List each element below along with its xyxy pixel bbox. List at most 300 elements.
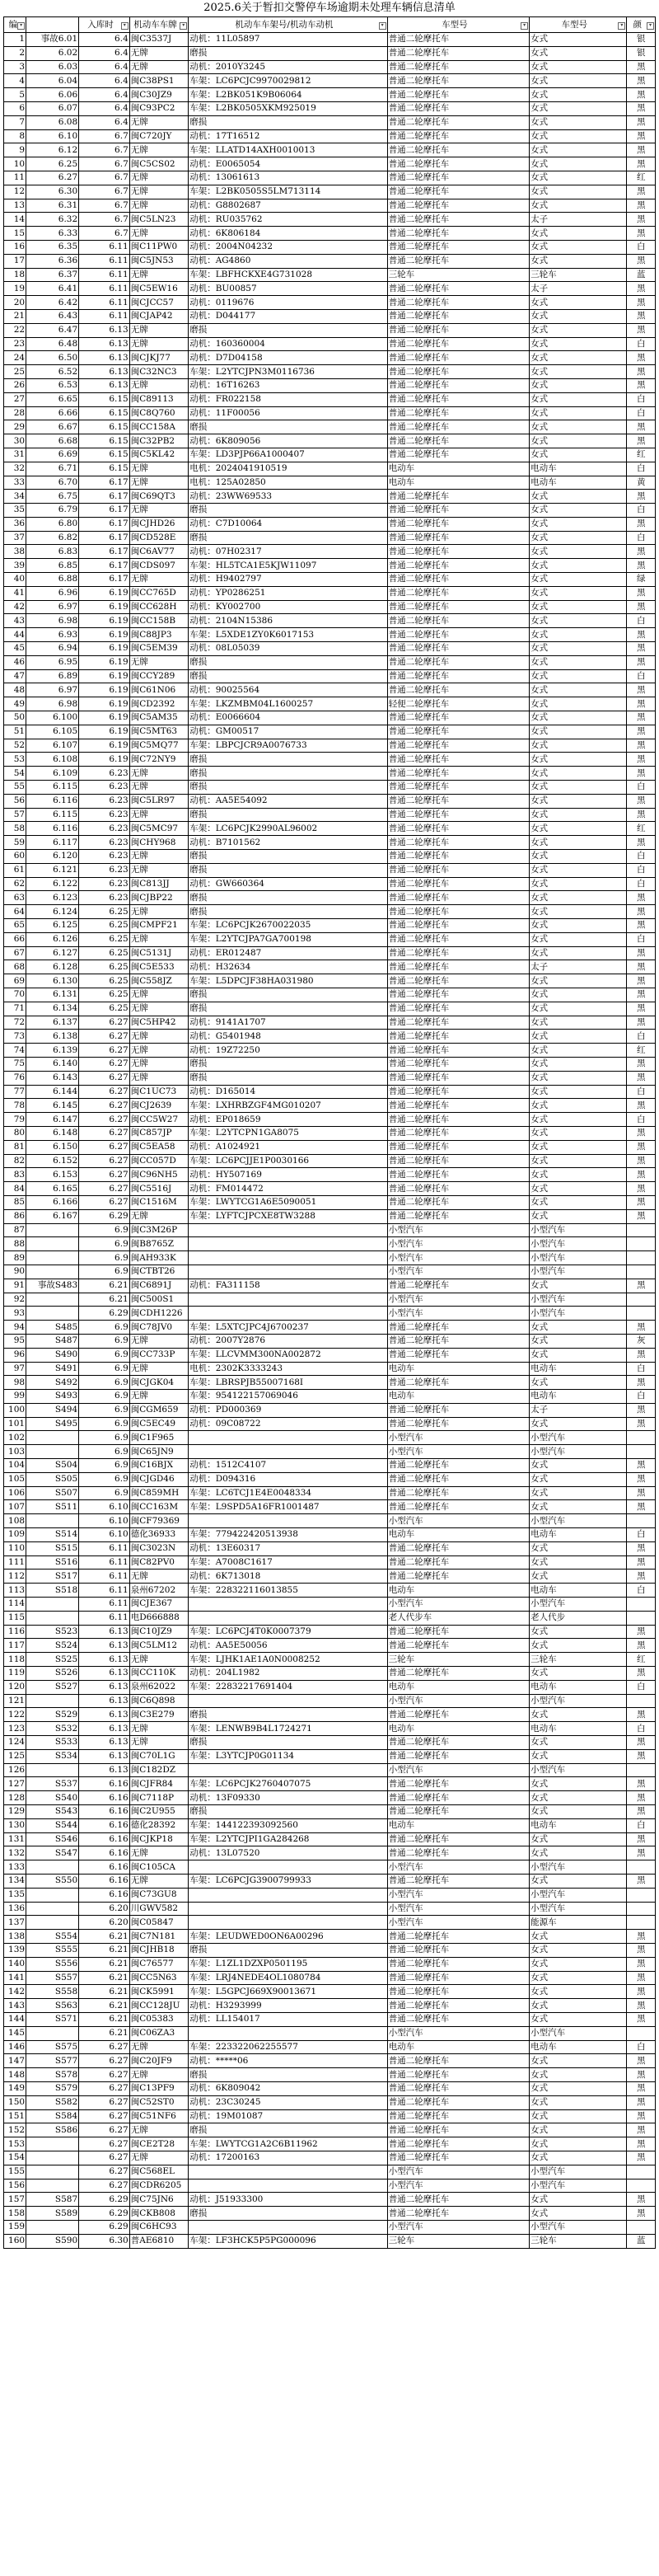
cell-vehicle-model[interactable]: 小型汽车 (530, 1293, 627, 1307)
cell-frame-engine[interactable] (189, 1265, 387, 1279)
cell-index[interactable]: 82 (4, 1154, 26, 1168)
cell-vehicle-type[interactable]: 普通二轮摩托车 (387, 1403, 529, 1417)
cell-frame-engine[interactable]: 动机：A1024921 (189, 1140, 387, 1154)
cell-vehicle-model[interactable]: 女式 (530, 573, 627, 587)
cell-case-number[interactable]: 6.120 (26, 850, 79, 864)
cell-vehicle-model[interactable]: 小型汽车 (530, 1265, 627, 1279)
cell-plate[interactable]: 无牌 (129, 185, 188, 199)
cell-vehicle-model[interactable]: 女式 (530, 1044, 627, 1058)
cell-plate[interactable]: 闽C568EL (129, 2165, 188, 2179)
cell-frame-engine[interactable]: 磨损 (189, 2123, 387, 2137)
cell-plate[interactable]: 闽C82PV0 (129, 1555, 188, 1570)
cell-color[interactable] (627, 1860, 656, 1875)
cell-frame-engine[interactable]: 车架：LBFHCKXE4G731028 (189, 268, 387, 282)
cell-color[interactable]: 白 (627, 462, 656, 476)
cell-frame-engine[interactable]: 动机：FA311158 (189, 1279, 387, 1293)
cell-case-number[interactable]: 6.117 (26, 836, 79, 850)
cell-color[interactable]: 黑 (627, 1999, 656, 2013)
cell-vehicle-type[interactable]: 普通二轮摩托车 (387, 240, 529, 254)
cell-frame-engine[interactable] (189, 1237, 387, 1251)
cell-vehicle-model[interactable]: 女式 (530, 171, 627, 185)
cell-vehicle-model[interactable]: 老人代步 (530, 1611, 627, 1625)
cell-vehicle-type[interactable]: 普通二轮摩托车 (387, 420, 529, 434)
cell-frame-engine[interactable]: 车架：LC6PCJK2670022035 (189, 919, 387, 933)
cell-color[interactable] (627, 1307, 656, 1321)
cell-vehicle-model[interactable]: 女式 (530, 434, 627, 448)
cell-case-number[interactable]: S557 (26, 1971, 79, 1985)
cell-frame-engine[interactable]: 动机：H32634 (189, 960, 387, 974)
cell-storage-time[interactable]: 6.10 (79, 1528, 130, 1542)
cell-plate[interactable]: 闽C6HC93 (129, 2220, 188, 2234)
cell-vehicle-model[interactable]: 电动车 (530, 462, 627, 476)
cell-frame-engine[interactable]: 动机：08L05039 (189, 642, 387, 656)
cell-storage-time[interactable]: 6.25 (79, 1002, 130, 1016)
cell-vehicle-model[interactable]: 女式 (530, 655, 627, 669)
cell-color[interactable]: 白 (627, 614, 656, 628)
cell-color[interactable]: 黑 (627, 434, 656, 448)
cell-frame-engine[interactable]: 车架：L2BK0505XKM925019 (189, 101, 387, 115)
cell-case-number[interactable]: 6.80 (26, 517, 79, 531)
cell-color[interactable]: 红 (627, 448, 656, 462)
cell-color[interactable]: 黑 (627, 1182, 656, 1196)
cell-vehicle-model[interactable]: 女式 (530, 1016, 627, 1030)
cell-vehicle-model[interactable]: 女式 (530, 1874, 627, 1888)
cell-plate[interactable]: 德化36933 (129, 1528, 188, 1542)
cell-index[interactable]: 28 (4, 406, 26, 420)
cell-plate[interactable]: 闽C89113 (129, 392, 188, 406)
cell-index[interactable]: 24 (4, 351, 26, 365)
cell-plate[interactable]: 闽C06ZA3 (129, 2026, 188, 2040)
cell-vehicle-type[interactable]: 普通二轮摩托车 (387, 1667, 529, 1681)
cell-index[interactable]: 133 (4, 1860, 26, 1875)
cell-frame-engine[interactable]: 车架：LWYTCG1A2C6B11962 (189, 2137, 387, 2151)
cell-index[interactable]: 97 (4, 1362, 26, 1376)
cell-index[interactable]: 65 (4, 919, 26, 933)
cell-vehicle-type[interactable]: 普通二轮摩托车 (387, 309, 529, 323)
cell-storage-time[interactable]: 6.27 (79, 2179, 130, 2193)
cell-case-number[interactable]: 6.79 (26, 504, 79, 518)
cell-storage-time[interactable]: 6.27 (79, 2040, 130, 2054)
cell-case-number[interactable] (26, 1293, 79, 1307)
cell-vehicle-model[interactable]: 女式 (530, 822, 627, 836)
cell-vehicle-type[interactable]: 普通二轮摩托车 (387, 199, 529, 213)
cell-vehicle-model[interactable]: 小型汽车 (530, 1445, 627, 1459)
cell-storage-time[interactable]: 6.4 (79, 60, 130, 74)
cell-vehicle-type[interactable]: 普通二轮摩托车 (387, 988, 529, 1002)
cell-case-number[interactable] (26, 2137, 79, 2151)
cell-case-number[interactable]: 6.66 (26, 406, 79, 420)
cell-storage-time[interactable]: 6.29 (79, 2193, 130, 2207)
cell-color[interactable]: 红 (627, 1044, 656, 1058)
cell-vehicle-model[interactable]: 小型汽车 (530, 1431, 627, 1445)
cell-color[interactable]: 黑 (627, 101, 656, 115)
cell-storage-time[interactable]: 6.27 (79, 1113, 130, 1127)
cell-color[interactable]: 黑 (627, 143, 656, 157)
cell-frame-engine[interactable] (189, 1223, 387, 1237)
cell-vehicle-type[interactable]: 普通二轮摩托车 (387, 545, 529, 559)
cell-frame-engine[interactable]: 磨损 (189, 115, 387, 129)
cell-case-number[interactable]: S517 (26, 1570, 79, 1584)
cell-vehicle-type[interactable]: 普通二轮摩托车 (387, 1376, 529, 1390)
cell-vehicle-type[interactable]: 普通二轮摩托车 (387, 919, 529, 933)
cell-storage-time[interactable]: 6.13 (79, 1763, 130, 1777)
cell-color[interactable]: 黑 (627, 254, 656, 268)
cell-case-number[interactable]: 6.95 (26, 655, 79, 669)
cell-case-number[interactable]: S544 (26, 1818, 79, 1832)
cell-case-number[interactable]: S490 (26, 1348, 79, 1362)
cell-plate[interactable]: 闽C182DZ (129, 1763, 188, 1777)
cell-vehicle-type[interactable]: 电动车 (387, 1818, 529, 1832)
cell-vehicle-type[interactable]: 普通二轮摩托车 (387, 1085, 529, 1099)
cell-plate[interactable]: 无牌 (129, 767, 188, 781)
cell-case-number[interactable]: S556 (26, 1957, 79, 1971)
cell-storage-time[interactable]: 6.13 (79, 378, 130, 392)
cell-index[interactable]: 27 (4, 392, 26, 406)
cell-plate[interactable]: 无牌 (129, 932, 188, 946)
cell-case-number[interactable] (26, 1611, 79, 1625)
cell-case-number[interactable]: S505 (26, 1472, 79, 1486)
cell-index[interactable]: 22 (4, 323, 26, 337)
cell-vehicle-model[interactable]: 女式 (530, 1832, 627, 1846)
cell-frame-engine[interactable]: 磨损 (189, 808, 387, 822)
cell-vehicle-type[interactable]: 普通二轮摩托车 (387, 725, 529, 739)
header-storage-time[interactable]: 入库时 ▾ (79, 17, 130, 33)
cell-frame-engine[interactable]: 磨损 (189, 46, 387, 60)
cell-vehicle-type[interactable]: 普通二轮摩托车 (387, 351, 529, 365)
cell-vehicle-model[interactable]: 女式 (530, 628, 627, 642)
cell-storage-time[interactable]: 6.27 (79, 1044, 130, 1058)
cell-vehicle-model[interactable]: 女式 (530, 337, 627, 351)
cell-vehicle-type[interactable]: 普通二轮摩托车 (387, 669, 529, 683)
cell-case-number[interactable] (26, 2179, 79, 2193)
cell-vehicle-model[interactable]: 女式 (530, 1625, 627, 1639)
cell-storage-time[interactable]: 6.4 (79, 46, 130, 60)
cell-case-number[interactable]: 6.88 (26, 573, 79, 587)
cell-color[interactable]: 黑 (627, 1376, 656, 1390)
cell-frame-engine[interactable]: 磨损 (189, 988, 387, 1002)
cell-storage-time[interactable]: 6.4 (79, 33, 130, 47)
cell-storage-time[interactable]: 6.15 (79, 420, 130, 434)
cell-vehicle-type[interactable]: 普通二轮摩托车 (387, 282, 529, 296)
cell-vehicle-type[interactable]: 普通二轮摩托车 (387, 1002, 529, 1016)
cell-color[interactable]: 黑 (627, 1805, 656, 1819)
cell-plate[interactable]: 闽CDH1226 (129, 1307, 188, 1321)
cell-plate[interactable]: 无牌 (129, 1390, 188, 1404)
cell-vehicle-model[interactable]: 女式 (530, 448, 627, 462)
cell-vehicle-type[interactable]: 普通二轮摩托车 (387, 2109, 529, 2123)
cell-color[interactable]: 黑 (627, 946, 656, 960)
cell-color[interactable]: 白 (627, 781, 656, 795)
cell-plate[interactable]: 闽C3537J (129, 33, 188, 47)
cell-vehicle-model[interactable]: 女式 (530, 600, 627, 614)
cell-storage-time[interactable]: 6.23 (79, 781, 130, 795)
cell-case-number[interactable]: S518 (26, 1584, 79, 1598)
cell-color[interactable]: 白 (627, 1584, 656, 1598)
cell-vehicle-type[interactable]: 老人代步车 (387, 1611, 529, 1625)
cell-vehicle-model[interactable]: 小型汽车 (530, 1223, 627, 1237)
cell-index[interactable]: 55 (4, 781, 26, 795)
cell-vehicle-model[interactable]: 女式 (530, 1541, 627, 1555)
cell-case-number[interactable]: S554 (26, 1930, 79, 1944)
header-plate[interactable]: 机动车车牌 ▾ (129, 17, 188, 33)
cell-case-number[interactable]: S563 (26, 1999, 79, 2013)
cell-storage-time[interactable]: 6.9 (79, 1237, 130, 1251)
cell-case-number[interactable]: 6.43 (26, 309, 79, 323)
cell-index[interactable]: 83 (4, 1168, 26, 1182)
cell-vehicle-model[interactable]: 女式 (530, 2207, 627, 2221)
cell-index[interactable]: 21 (4, 309, 26, 323)
cell-frame-engine[interactable]: 车架：L2YTCJPA7GA700198 (189, 932, 387, 946)
cell-vehicle-model[interactable]: 女式 (530, 2151, 627, 2165)
cell-vehicle-type[interactable]: 普通二轮摩托车 (387, 2095, 529, 2109)
cell-plate[interactable]: 无牌 (129, 655, 188, 669)
cell-plate[interactable]: 闽C6891J (129, 1279, 188, 1293)
cell-vehicle-type[interactable]: 轻便二轮摩托车 (387, 697, 529, 711)
cell-vehicle-model[interactable]: 女式 (530, 1791, 627, 1805)
cell-case-number[interactable]: S589 (26, 2207, 79, 2221)
cell-storage-time[interactable]: 6.9 (79, 1251, 130, 1265)
cell-plate[interactable]: 闽C5LN23 (129, 213, 188, 227)
cell-storage-time[interactable]: 6.13 (79, 1653, 130, 1667)
cell-index[interactable]: 137 (4, 1916, 26, 1930)
cell-vehicle-model[interactable]: 三轮车 (530, 2234, 627, 2248)
cell-color[interactable]: 黑 (627, 420, 656, 434)
cell-case-number[interactable]: 6.145 (26, 1099, 79, 1113)
cell-index[interactable]: 148 (4, 2068, 26, 2082)
cell-color[interactable] (627, 1293, 656, 1307)
cell-color[interactable]: 黑 (627, 227, 656, 241)
cell-frame-engine[interactable]: 动机：160360004 (189, 337, 387, 351)
cell-index[interactable]: 153 (4, 2137, 26, 2151)
cell-plate[interactable]: 闽C6Q898 (129, 1694, 188, 1708)
cell-color[interactable]: 黑 (627, 836, 656, 850)
cell-vehicle-model[interactable]: 女式 (530, 392, 627, 406)
cell-index[interactable]: 64 (4, 905, 26, 919)
cell-color[interactable]: 黑 (627, 1099, 656, 1113)
cell-index[interactable]: 51 (4, 725, 26, 739)
cell-vehicle-type[interactable]: 普通二轮摩托车 (387, 1708, 529, 1722)
cell-case-number[interactable] (26, 1265, 79, 1279)
cell-plate[interactable]: 无牌 (129, 323, 188, 337)
cell-index[interactable]: 89 (4, 1251, 26, 1265)
cell-storage-time[interactable]: 6.11 (79, 1611, 130, 1625)
cell-plate[interactable]: 闽C2U955 (129, 1805, 188, 1819)
cell-vehicle-model[interactable]: 女式 (530, 836, 627, 850)
cell-index[interactable]: 160 (4, 2234, 26, 2248)
cell-color[interactable]: 白 (627, 504, 656, 518)
cell-index[interactable]: 94 (4, 1321, 26, 1335)
cell-case-number[interactable] (26, 1223, 79, 1237)
cell-case-number[interactable]: S487 (26, 1334, 79, 1348)
cell-frame-engine[interactable] (189, 1307, 387, 1321)
cell-color[interactable]: 红 (627, 171, 656, 185)
cell-case-number[interactable]: S495 (26, 1417, 79, 1431)
cell-storage-time[interactable]: 6.27 (79, 1030, 130, 1044)
cell-index[interactable]: 4 (4, 74, 26, 88)
cell-color[interactable]: 白 (627, 240, 656, 254)
cell-frame-engine[interactable]: 磨损 (189, 891, 387, 905)
cell-storage-time[interactable]: 6.7 (79, 185, 130, 199)
cell-plate[interactable]: 闽C5131J (129, 946, 188, 960)
cell-color[interactable]: 黑 (627, 1140, 656, 1154)
cell-vehicle-model[interactable]: 电动车 (530, 1528, 627, 1542)
cell-index[interactable]: 52 (4, 739, 26, 753)
cell-vehicle-model[interactable]: 女式 (530, 1085, 627, 1099)
cell-frame-engine[interactable]: 动机：FM014472 (189, 1182, 387, 1196)
header-vehicle-type[interactable]: 车型号 ▾ (387, 17, 529, 33)
cell-case-number[interactable]: S537 (26, 1777, 79, 1791)
cell-plate[interactable]: 无牌 (129, 1846, 188, 1860)
cell-vehicle-type[interactable]: 普通二轮摩托车 (387, 628, 529, 642)
cell-case-number[interactable] (26, 1445, 79, 1459)
cell-index[interactable]: 146 (4, 2040, 26, 2054)
cell-color[interactable]: 白 (627, 1722, 656, 1736)
cell-plate[interactable]: 无牌 (129, 1030, 188, 1044)
cell-frame-engine[interactable]: 车架：L5XTCJPC4J6700237 (189, 1321, 387, 1335)
cell-frame-engine[interactable]: 车架：LKZMBM04L1600257 (189, 697, 387, 711)
cell-index[interactable]: 75 (4, 1057, 26, 1071)
cell-vehicle-model[interactable]: 女式 (530, 794, 627, 808)
cell-vehicle-model[interactable]: 女式 (530, 905, 627, 919)
cell-storage-time[interactable]: 6.13 (79, 1749, 130, 1763)
cell-index[interactable]: 144 (4, 2012, 26, 2026)
cell-color[interactable]: 黑 (627, 1459, 656, 1473)
cell-frame-engine[interactable]: 动机：GM00517 (189, 725, 387, 739)
cell-plate[interactable]: 无牌 (129, 476, 188, 490)
cell-vehicle-model[interactable]: 女式 (530, 614, 627, 628)
cell-case-number[interactable]: S507 (26, 1486, 79, 1500)
cell-vehicle-model[interactable]: 太子 (530, 213, 627, 227)
cell-case-number[interactable]: 6.144 (26, 1085, 79, 1099)
cell-case-number[interactable] (26, 1251, 79, 1265)
cell-color[interactable]: 黑 (627, 1279, 656, 1293)
cell-case-number[interactable]: S525 (26, 1653, 79, 1667)
cell-color[interactable]: 黑 (627, 960, 656, 974)
cell-vehicle-model[interactable]: 电动车 (530, 1818, 627, 1832)
cell-vehicle-model[interactable]: 女式 (530, 88, 627, 102)
cell-frame-engine[interactable]: 动机：BU00857 (189, 282, 387, 296)
cell-vehicle-model[interactable]: 女式 (530, 2137, 627, 2151)
cell-index[interactable]: 43 (4, 614, 26, 628)
cell-index[interactable]: 115 (4, 1611, 26, 1625)
cell-case-number[interactable]: S526 (26, 1667, 79, 1681)
cell-case-number[interactable]: 6.67 (26, 420, 79, 434)
cell-color[interactable]: 黑 (627, 296, 656, 310)
cell-color[interactable]: 黑 (627, 2109, 656, 2123)
cell-vehicle-model[interactable]: 女式 (530, 1376, 627, 1390)
cell-case-number[interactable]: S515 (26, 1541, 79, 1555)
cell-vehicle-model[interactable]: 女式 (530, 1030, 627, 1044)
cell-vehicle-model[interactable]: 女式 (530, 1639, 627, 1653)
cell-frame-engine[interactable]: 车架：A7008C1617 (189, 1555, 387, 1570)
cell-vehicle-model[interactable]: 能源车 (530, 1916, 627, 1930)
cell-frame-engine[interactable]: 车架：L5GPCJ669X90013671 (189, 1985, 387, 1999)
cell-plate[interactable]: 无牌 (129, 60, 188, 74)
cell-plate[interactable]: 闽CJHB18 (129, 1943, 188, 1957)
cell-storage-time[interactable]: 6.27 (79, 1057, 130, 1071)
cell-vehicle-type[interactable]: 普通二轮摩托车 (387, 739, 529, 753)
cell-case-number[interactable]: 6.75 (26, 490, 79, 504)
cell-index[interactable]: 10 (4, 157, 26, 171)
cell-vehicle-type[interactable]: 普通二轮摩托车 (387, 392, 529, 406)
cell-color[interactable] (627, 2179, 656, 2193)
cell-color[interactable]: 白 (627, 863, 656, 877)
cell-frame-engine[interactable]: 动机：E0065054 (189, 157, 387, 171)
cell-frame-engine[interactable]: 动机：6K806184 (189, 227, 387, 241)
cell-case-number[interactable]: 6.06 (26, 88, 79, 102)
cell-vehicle-type[interactable]: 普通二轮摩托车 (387, 1971, 529, 1985)
cell-vehicle-type[interactable]: 普通二轮摩托车 (387, 1195, 529, 1209)
cell-color[interactable] (627, 1888, 656, 1902)
cell-storage-time[interactable]: 6.16 (79, 1791, 130, 1805)
cell-vehicle-type[interactable]: 普通二轮摩托车 (387, 115, 529, 129)
cell-vehicle-type[interactable]: 普通二轮摩托车 (387, 1832, 529, 1846)
cell-vehicle-type[interactable]: 普通二轮摩托车 (387, 2137, 529, 2151)
cell-plate[interactable]: 闽CJBP22 (129, 891, 188, 905)
cell-vehicle-model[interactable]: 小型汽车 (530, 1902, 627, 1916)
cell-color[interactable]: 黑 (627, 1071, 656, 1085)
cell-case-number[interactable]: 6.134 (26, 1002, 79, 1016)
cell-frame-engine[interactable]: 磨损 (189, 1943, 387, 1957)
cell-color[interactable]: 黑 (627, 628, 656, 642)
cell-plate[interactable]: 闽C5HP42 (129, 1016, 188, 1030)
filter-dropdown-icon[interactable]: ▾ (647, 22, 654, 30)
cell-case-number[interactable]: S575 (26, 2040, 79, 2054)
cell-storage-time[interactable]: 6.19 (79, 725, 130, 739)
cell-vehicle-model[interactable]: 女式 (530, 877, 627, 891)
cell-plate[interactable]: 闽CC733P (129, 1348, 188, 1362)
cell-vehicle-model[interactable]: 女式 (530, 157, 627, 171)
cell-color[interactable]: 黑 (627, 600, 656, 614)
cell-vehicle-model[interactable]: 女式 (530, 1154, 627, 1168)
cell-case-number[interactable]: 6.125 (26, 919, 79, 933)
cell-storage-time[interactable]: 6.21 (79, 2026, 130, 2040)
cell-storage-time[interactable]: 6.11 (79, 296, 130, 310)
cell-color[interactable]: 白 (627, 337, 656, 351)
cell-storage-time[interactable]: 6.19 (79, 669, 130, 683)
cell-case-number[interactable] (26, 1237, 79, 1251)
cell-storage-time[interactable]: 6.19 (79, 683, 130, 697)
cell-vehicle-type[interactable]: 普通二轮摩托车 (387, 2054, 529, 2068)
cell-storage-time[interactable]: 6.25 (79, 988, 130, 1002)
cell-vehicle-model[interactable]: 女式 (530, 227, 627, 241)
cell-plate[interactable]: 无牌 (129, 1653, 188, 1667)
cell-color[interactable]: 黑 (627, 1708, 656, 1722)
cell-storage-time[interactable]: 6.27 (79, 2165, 130, 2179)
cell-frame-engine[interactable]: 车架：LC6TCJ1E4E0048334 (189, 1486, 387, 1500)
cell-color[interactable]: 黑 (627, 683, 656, 697)
cell-vehicle-type[interactable]: 普通二轮摩托车 (387, 974, 529, 988)
cell-vehicle-type[interactable]: 普通二轮摩托车 (387, 1016, 529, 1030)
cell-vehicle-model[interactable]: 女式 (530, 1140, 627, 1154)
cell-plate[interactable]: 闽C5E533 (129, 960, 188, 974)
cell-index[interactable]: 34 (4, 490, 26, 504)
cell-vehicle-model[interactable]: 女式 (530, 129, 627, 143)
cell-vehicle-type[interactable]: 小型汽车 (387, 1307, 529, 1321)
cell-index[interactable]: 15 (4, 227, 26, 241)
cell-frame-engine[interactable]: 车架：779422420513938 (189, 1528, 387, 1542)
cell-storage-time[interactable]: 6.9 (79, 1445, 130, 1459)
cell-plate[interactable]: 闽C3023N (129, 1541, 188, 1555)
cell-case-number[interactable]: 6.96 (26, 586, 79, 600)
cell-color[interactable]: 黑 (627, 1639, 656, 1653)
cell-plate[interactable]: 无牌 (129, 2068, 188, 2082)
cell-vehicle-model[interactable]: 小型汽车 (530, 1888, 627, 1902)
cell-vehicle-model[interactable]: 电动车 (530, 1680, 627, 1694)
cell-color[interactable]: 黑 (627, 1846, 656, 1860)
cell-plate[interactable]: 闽C69QT3 (129, 490, 188, 504)
cell-color[interactable]: 红 (627, 1653, 656, 1667)
